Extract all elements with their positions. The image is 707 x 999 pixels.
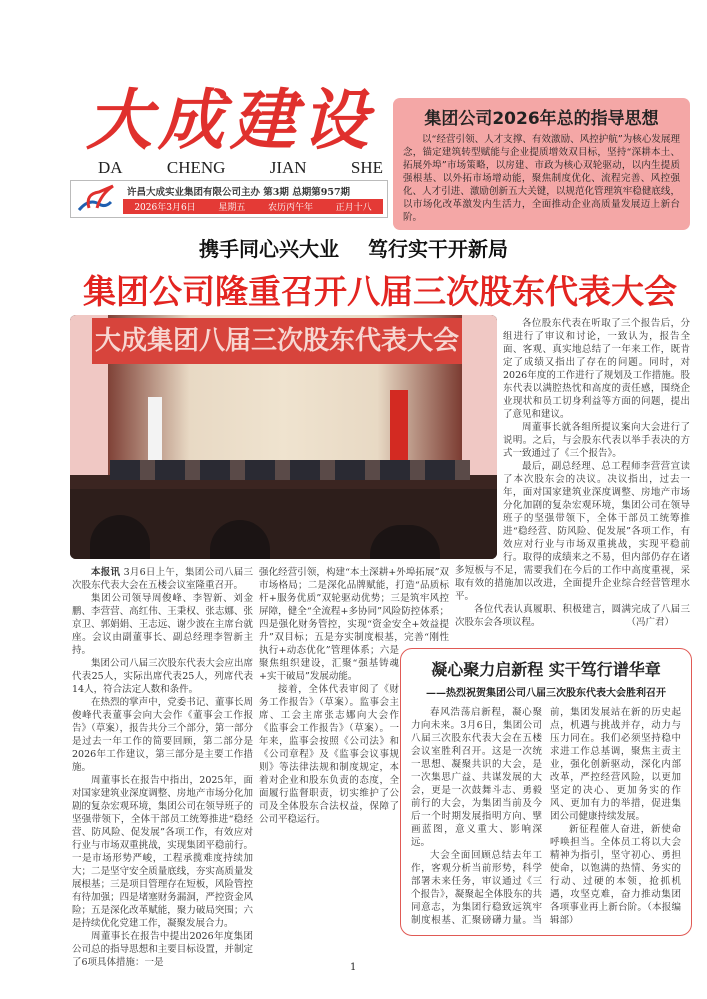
pinyin-word: DA <box>98 158 123 177</box>
lead-label: 本报讯 <box>91 567 121 578</box>
article-paragraph: 在热烈的掌声中，党委书记、董事长周俊峰代表董事会向大会作《董事会工作报告》（草案），报告共分三个部分，第一部分是过去一年工作的简要回顾，第二部分是2026年工作建议，第三部分是主要工作措施。 <box>72 697 253 773</box>
pinyin-word: CHENG <box>166 158 226 177</box>
article-right-column <box>455 317 690 629</box>
article-paragraph: 各位代表认真履职、积极建言，圆满完成了八届三次股东会各项议程。 <box>455 604 690 628</box>
main-headline: 集团公司隆重召开八届三次股东代表大会 <box>83 272 677 311</box>
article-paragraph: 各位股东代表在听取了三个报告后，分组进行了审议和讨论，一致认为，报告全面、客观、真实地总结了一年来工作，既肯定了成绩又指出了存在的问题。同时，对2026年度的工作进行了规划及工作措施。股东代表以满腔热忱和高度的责任感，围绕企业现状和员工切身利益等方面的问题，提出了意见和建议。 <box>503 318 690 420</box>
article-paragraph: 最后，副总经理、总工程师李营营宣读了本次股东会的决议。决议指出，过去一年，面对国家建筑业深度调整、房地产市场分化加剧的复杂宏观环境，集团公司在领导班子的坚强带领下，全体干部员工统筹推进“稳经营、防风险、促发展”各项工作， <box>503 461 690 537</box>
article-paragraph: 周董事长就各组所提议案向大会进行了说明。之后，与会股东代表以举手表决的方式一致通过了《三个报告》。 <box>503 422 690 459</box>
lunar-year: 农历丙午年 <box>267 203 313 213</box>
banner: 大成集团八届三次股东代表大会 <box>92 318 462 364</box>
article-line: 有效应对行业与市场双重挑战，实现 <box>503 526 690 550</box>
guide-text: 以“经营引领、人才支撑、有效激励、风控护航”为核心发展理念，锚定建筑转型赋能与企业提质增效双目标，坚持“深耕本土、拓展外埠”市场策略，以房建、市政为核心双轮驱动，以内生提质强根基、以外拓市场增动能，聚焦制度优化、流程完善、风控强化、人才引进、激励创新五大关键，以规范化管理筑牢稳健底线，以市场化改革激发内生活力，全面推动企业高质量发展迈上新台阶。 <box>403 134 680 223</box>
article-paragraph: 周董事长在报告中提出2026年度集团公司总的指导思想和主要目标设置，并制定了6项具体措施：一是 <box>72 931 253 968</box>
article-paragraph: 平稳前行。取得的成绩来之不易，但内部仍存在诸多短板与不足，需要我们在今后的工作中高度重视，采取有效的措施加以改进，全面提升企业综合经营管理水平。 <box>455 539 690 602</box>
article-column-1 <box>72 566 253 969</box>
pinyin-word: JIAN <box>269 158 307 177</box>
commentary-title: 凝心聚力启新程 实干笃行谱华章 <box>431 660 661 679</box>
sub-headline: 携手同心兴大业 笃行实干开新局 <box>199 237 508 261</box>
photo-wrap-spacer <box>455 317 503 560</box>
article-paragraph: 集团公司领导周俊峰、李智新、刘金鹏、李营营、高红伟、王秉权、张志娜、张京卫、郭娟娟、王志远、谢少波在主席台就座。会议由副董事长、副总经理李智新主持。 <box>72 593 253 656</box>
date-bar <box>123 199 383 214</box>
article-paragraph: 设，汇聚“强基铸魂+实干破局”发展动能。 <box>259 658 399 682</box>
commentary-box <box>400 648 692 936</box>
lunar-day: 正月十八 <box>335 203 372 213</box>
masthead-pinyin <box>98 158 383 178</box>
issue-date: 2026年3月6日 <box>134 203 196 213</box>
page-number: 1 <box>350 962 357 973</box>
guiding-thought-box <box>393 98 690 230</box>
issue-weekday: 星期五 <box>218 203 246 213</box>
meeting-photo <box>70 315 497 559</box>
article-paragraph: 强化经营引领，构建“本土深耕+外埠拓展”双市场格局；二是深化品牌赋能，打造“品质标杆+服务优质”双轮驱动优势；三是筑牢风控屏障，健全“全流程+多协同”风险防控体系；四是强化财务管控，实现“资金安全+效益提升”双目标；五是夯实制度根基，完善“刚性执行+动态优化”管理体系；六是聚焦组织建 <box>259 567 449 669</box>
publisher-line: 许昌大成实业集团有限公司主办 第3期 总期第957期 <box>127 187 351 198</box>
article-paragraph: 集团公司八届三次股东代表大会应出席代表25人，实际出席代表25人，列席代表14人，符合法定人数和条件。 <box>72 658 253 695</box>
commentary-paragraph: 春风浩荡启新程，凝心聚力向未来。3月6日，集团公司八届三次股东代表大会在五楼会议室胜利召开。这是一次统一思想、凝聚共识的大会，是一次集思广益、共谋发展的大会，更是一次鼓舞斗志、勇毅前行的大会，为集团当前及今后一个时期发展指明方向、擘画蓝图，意义重大、影响深远。 <box>411 707 542 848</box>
commentary-paragraph: 大会全面回顾总结去年工作，客观分析当前形势，科学部署未来任务，审议通过《三个报告》，凝聚起全体股东的共同意志，为集团行稳致远筑牢制度根基、汇聚磅礴力量。当前，集团发展站在新的历史起点，机遇与挑战并存，动力与压力同在。我们必须坚持稳中求进工作总基调，聚焦主责主业，强化创新驱动，深化内部改革，严控经营风险，以更加坚定的决心、更加务实的作风、更加有力的举措，促进集团公司健康持续发展。 <box>411 707 681 926</box>
byline: （冯广君） <box>626 617 674 628</box>
article-paragraph: 接着，全体代表审阅了《财务工作报告》（草案）。监事会主席、工会主席张志娜向大会作《监事会工作报告》（草案）。一年来，监事会按照《公司法》和《公司章程》及《监事会议事规则》等法律法规和制度规定，本着对企业和股东负责的态度，全面履行监督职责，切实维护了公司及全体股东合法权益，保障了公司平稳运行。 <box>259 684 399 825</box>
masthead-title: 大成建设 <box>86 81 374 159</box>
pinyin-word: SHE <box>350 158 383 177</box>
guide-title: 集团公司2026年总的指导思想 <box>424 109 659 129</box>
issue-info-box <box>70 180 388 218</box>
commentary-subtitle: ——热烈祝贺集团公司八届三次股东代表大会胜利召开 <box>426 688 666 699</box>
article-paragraph: 周董事长在报告中指出，2025年，面对国家建筑业深度调整、房地产市场分化加剧的复杂宏观环境，集团公司在领导班子的坚强带领下，全体干部员工统筹推进“稳经营、防风险、促发展”各项工作，有效应对行业与市场双重挑战，实现集团平稳前行。一是市场形势严峻，工程承揽难度持续加大；二是坚守安全质量底线，夯实高质量发展根基；三是项目管理存在短板，风险管控有待加强；四是堵塞财务漏洞，严控资金风险；五是深化改革赋能，聚力破局突围；六是持续优化党建工作，凝聚发展合力。 <box>72 775 253 929</box>
commentary-paragraph: 新征程催人奋进，新使命呼唤担当。全体员工将以大会精神为指引，坚守初心、勇担使命，以饱满的热情、务实的行动、过硬的本领，抢抓机遇，攻坚克难，奋力推动集团各项事业再上新台阶。（本报编辑部） <box>550 824 681 926</box>
article-paragraph: 3月6日上午，集团公司八届三次股东代表大会在五楼会议室隆重召开。 <box>72 567 253 591</box>
company-logo-icon <box>75 184 115 216</box>
